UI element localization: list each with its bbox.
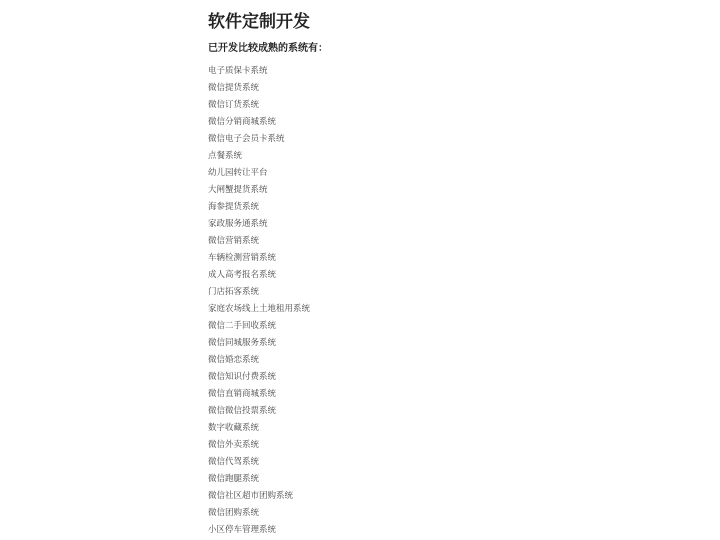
list-item: 家庭农场线上土地租用系统 xyxy=(208,304,311,314)
list-item: 微信知识付费系统 xyxy=(208,372,277,382)
section-subtitle: 已开发比较成熟的系统有： xyxy=(208,43,328,54)
list-item: 微信代驾系统 xyxy=(208,457,260,467)
list-item: 微信同城服务系统 xyxy=(208,338,277,348)
list-item: 微信外卖系统 xyxy=(208,440,260,450)
list-item: 微信提货系统 xyxy=(208,83,260,93)
list-item: 大闸蟹提货系统 xyxy=(208,185,268,195)
list-item: 点餐系统 xyxy=(208,151,243,161)
list-item: 成人高考报名系统 xyxy=(208,270,277,280)
list-item: 家政服务通系统 xyxy=(208,219,268,229)
list-item: 微信社区超市团购系统 xyxy=(208,491,294,501)
list-item: 车辆检测营销系统 xyxy=(208,253,277,263)
list-item: 门店拓客系统 xyxy=(208,287,260,297)
list-item: 微信订货系统 xyxy=(208,100,260,110)
list-item: 微信婚恋系统 xyxy=(208,355,260,365)
list-item: 微信团购系统 xyxy=(208,508,260,518)
list-item: 微信电子会员卡系统 xyxy=(208,134,285,144)
list-item: 电子质保卡系统 xyxy=(208,66,268,76)
list-item: 微信分销商城系统 xyxy=(208,117,277,127)
page-title: 软件定制开发 xyxy=(208,12,310,32)
list-item: 微信营销系统 xyxy=(208,236,260,246)
list-item: 海参提货系统 xyxy=(208,202,260,212)
list-item: 微信二手回收系统 xyxy=(208,321,277,331)
list-item: 微信微信投票系统 xyxy=(208,406,277,416)
list-item: 幼儿园转让平台 xyxy=(208,168,268,178)
list-item: 微信直销商城系统 xyxy=(208,389,277,399)
list-item: 小区停车管理系统 xyxy=(208,525,277,535)
system-list xyxy=(208,63,310,539)
list-item: 微信跑腿系统 xyxy=(208,474,260,484)
list-item: 数字收藏系统 xyxy=(208,423,260,433)
